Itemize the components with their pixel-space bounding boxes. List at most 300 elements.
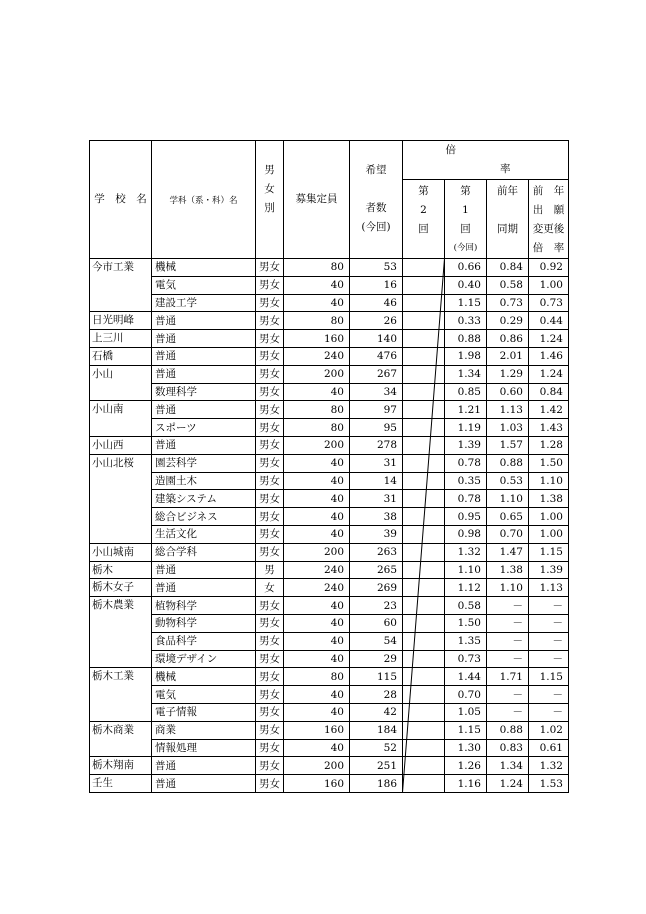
school-cell — [90, 472, 152, 490]
dept-cell: 総合学科 — [152, 543, 256, 561]
round2-cell — [403, 775, 445, 793]
round2-cell — [403, 543, 445, 561]
capacity-cell: 40 — [284, 508, 350, 526]
prev-same-period-cell: － — [487, 703, 529, 721]
capacity-cell: 200 — [284, 365, 350, 383]
table-row — [90, 383, 569, 401]
gender-cell: 男女 — [256, 703, 284, 721]
round2-cell — [403, 686, 445, 704]
prev-after-change-cell: 1.13 — [529, 579, 569, 597]
table-row — [90, 490, 569, 508]
dept-cell: 電気 — [152, 686, 256, 704]
round2-cell — [403, 401, 445, 419]
header-gender: 男 女 別 — [256, 141, 284, 259]
prev-same-period-cell: － — [487, 686, 529, 704]
applicants-cell: 52 — [350, 739, 403, 757]
gender-cell: 男女 — [256, 757, 284, 775]
prev-after-change-cell: 1.50 — [529, 454, 569, 472]
applicants-cell: 16 — [350, 276, 403, 294]
school-cell: 上三川 — [90, 330, 152, 348]
gender-cell: 男女 — [256, 383, 284, 401]
prev-same-period-cell: 0.88 — [487, 721, 529, 739]
table-row — [90, 330, 569, 348]
dept-cell: 建設工学 — [152, 294, 256, 312]
capacity-cell: 40 — [284, 383, 350, 401]
gender-cell: 男女 — [256, 276, 284, 294]
round1-ratio-cell: 0.40 — [445, 276, 487, 294]
dept-cell: 普通 — [152, 757, 256, 775]
dept-cell: 普通 — [152, 312, 256, 330]
gender-cell: 男女 — [256, 721, 284, 739]
round2-cell — [403, 490, 445, 508]
applicants-cell: 39 — [350, 525, 403, 543]
school-cell: 栃木翔南 — [90, 757, 152, 775]
round2-cell — [403, 561, 445, 579]
applicants-cell: 278 — [350, 436, 403, 454]
header-dept: 学科（系・科）名 — [152, 141, 256, 259]
table-row — [90, 579, 569, 597]
prev-after-change-cell: 1.42 — [529, 401, 569, 419]
gender-cell: 男女 — [256, 472, 284, 490]
table-row — [90, 347, 569, 365]
round1-ratio-cell: 0.95 — [445, 508, 487, 526]
applicants-cell: 26 — [350, 312, 403, 330]
prev-same-period-cell: 0.84 — [487, 259, 529, 277]
prev-after-change-cell: 1.24 — [529, 330, 569, 348]
table-row — [90, 597, 569, 615]
table-row — [90, 721, 569, 739]
table-row — [90, 739, 569, 757]
round2-cell — [403, 365, 445, 383]
dept-cell: 食品科学 — [152, 632, 256, 650]
prev-after-change-cell: 1.24 — [529, 365, 569, 383]
dept-cell: 動物科学 — [152, 614, 256, 632]
prev-after-change-cell: － — [529, 703, 569, 721]
capacity-cell: 200 — [284, 436, 350, 454]
table-row — [90, 775, 569, 793]
header-prev-after-change: 前 年 出 願 変更後 倍 率 — [529, 180, 569, 259]
round2-cell — [403, 614, 445, 632]
capacity-cell: 40 — [284, 632, 350, 650]
capacity-cell: 40 — [284, 597, 350, 615]
school-cell: 小山西 — [90, 436, 152, 454]
prev-same-period-cell: 1.34 — [487, 757, 529, 775]
prev-after-change-cell: － — [529, 650, 569, 668]
applicants-cell: 184 — [350, 721, 403, 739]
school-cell: 小山南 — [90, 401, 152, 419]
gender-cell: 男女 — [256, 632, 284, 650]
gender-cell: 男女 — [256, 401, 284, 419]
capacity-cell: 40 — [284, 490, 350, 508]
table-row — [90, 419, 569, 437]
gender-cell: 男女 — [256, 686, 284, 704]
table-row — [90, 472, 569, 490]
gender-cell: 男女 — [256, 347, 284, 365]
gender-cell: 男女 — [256, 294, 284, 312]
round1-ratio-cell: 0.33 — [445, 312, 487, 330]
prev-same-period-cell: 0.65 — [487, 508, 529, 526]
gender-cell: 男女 — [256, 490, 284, 508]
round2-cell — [403, 436, 445, 454]
dept-cell: 総合ビジネス — [152, 508, 256, 526]
table-row — [90, 259, 569, 277]
prev-same-period-cell: 1.57 — [487, 436, 529, 454]
round2-cell — [403, 721, 445, 739]
table-row — [90, 757, 569, 775]
school-cell: 小山城南 — [90, 543, 152, 561]
round1-ratio-cell: 0.66 — [445, 259, 487, 277]
header-round1: 第 1 回 (今回) — [445, 180, 487, 259]
round1-ratio-cell: 1.19 — [445, 419, 487, 437]
prev-after-change-cell: 1.00 — [529, 508, 569, 526]
prev-same-period-cell: － — [487, 614, 529, 632]
round2-cell — [403, 525, 445, 543]
capacity-cell: 80 — [284, 419, 350, 437]
applicants-cell: 186 — [350, 775, 403, 793]
round1-ratio-cell: 0.85 — [445, 383, 487, 401]
table-row — [90, 276, 569, 294]
school-cell — [90, 739, 152, 757]
applicants-cell: 14 — [350, 472, 403, 490]
ratio-table-container — [89, 140, 568, 793]
school-cell — [90, 632, 152, 650]
round2-cell — [403, 703, 445, 721]
dept-cell: 機械 — [152, 668, 256, 686]
round1-ratio-cell: 1.26 — [445, 757, 487, 775]
capacity-cell: 160 — [284, 721, 350, 739]
prev-after-change-cell: － — [529, 686, 569, 704]
round2-cell — [403, 632, 445, 650]
capacity-cell: 40 — [284, 650, 350, 668]
applicants-cell: 476 — [350, 347, 403, 365]
round1-ratio-cell: 1.12 — [445, 579, 487, 597]
applicants-cell: 38 — [350, 508, 403, 526]
dept-cell: 商業 — [152, 721, 256, 739]
gender-cell: 男女 — [256, 597, 284, 615]
capacity-cell: 80 — [284, 312, 350, 330]
capacity-cell: 80 — [284, 259, 350, 277]
applicants-cell: 263 — [350, 543, 403, 561]
school-cell — [90, 276, 152, 294]
dept-cell: 機械 — [152, 259, 256, 277]
table-body — [90, 259, 569, 793]
application-ratio-table — [89, 140, 569, 793]
table-row — [90, 294, 569, 312]
round2-cell — [403, 579, 445, 597]
dept-cell: スポーツ — [152, 419, 256, 437]
prev-after-change-cell: 0.44 — [529, 312, 569, 330]
prev-same-period-cell: 1.10 — [487, 579, 529, 597]
gender-cell: 男女 — [256, 454, 284, 472]
dept-cell: 普通 — [152, 775, 256, 793]
gender-cell: 男女 — [256, 775, 284, 793]
header-capacity: 募集定員 — [284, 141, 350, 259]
prev-same-period-cell: 1.71 — [487, 668, 529, 686]
dept-cell: 普通 — [152, 561, 256, 579]
header-round2: 第 2 回 — [403, 180, 445, 259]
applicants-cell: 97 — [350, 401, 403, 419]
round1-ratio-cell: 1.16 — [445, 775, 487, 793]
round1-ratio-cell: 0.78 — [445, 454, 487, 472]
capacity-cell: 40 — [284, 525, 350, 543]
school-cell: 日光明峰 — [90, 312, 152, 330]
round2-cell — [403, 383, 445, 401]
capacity-cell: 40 — [284, 739, 350, 757]
round1-ratio-cell: 1.50 — [445, 614, 487, 632]
table-row — [90, 632, 569, 650]
header-applicants: 希望 者数 (今回) — [350, 141, 403, 259]
table-row — [90, 703, 569, 721]
prev-after-change-cell: 0.61 — [529, 739, 569, 757]
prev-after-change-cell: 0.84 — [529, 383, 569, 401]
gender-cell: 男女 — [256, 543, 284, 561]
table-row — [90, 525, 569, 543]
school-cell — [90, 294, 152, 312]
gender-cell: 女 — [256, 579, 284, 597]
round2-cell — [403, 312, 445, 330]
gender-cell: 男女 — [256, 419, 284, 437]
header-school: 学 校 名 — [90, 141, 152, 259]
school-cell: 栃木工業 — [90, 668, 152, 686]
applicants-cell: 31 — [350, 490, 403, 508]
applicants-cell: 251 — [350, 757, 403, 775]
round1-ratio-cell: 0.35 — [445, 472, 487, 490]
gender-cell: 男女 — [256, 739, 284, 757]
table-row — [90, 561, 569, 579]
prev-after-change-cell: 1.39 — [529, 561, 569, 579]
prev-same-period-cell: 0.73 — [487, 294, 529, 312]
round2-cell — [403, 597, 445, 615]
table-row — [90, 543, 569, 561]
table-row — [90, 312, 569, 330]
table-row — [90, 668, 569, 686]
dept-cell: 普通 — [152, 330, 256, 348]
round1-ratio-cell: 1.21 — [445, 401, 487, 419]
applicants-cell: 46 — [350, 294, 403, 312]
applicants-cell: 54 — [350, 632, 403, 650]
prev-after-change-cell: 1.15 — [529, 668, 569, 686]
table-row — [90, 614, 569, 632]
school-cell: 栃木商業 — [90, 721, 152, 739]
prev-after-change-cell: 1.32 — [529, 757, 569, 775]
prev-after-change-cell: 1.02 — [529, 721, 569, 739]
capacity-cell: 160 — [284, 775, 350, 793]
round2-cell — [403, 330, 445, 348]
prev-same-period-cell: 0.60 — [487, 383, 529, 401]
school-cell — [90, 419, 152, 437]
gender-cell: 男女 — [256, 312, 284, 330]
prev-same-period-cell: 1.24 — [487, 775, 529, 793]
school-cell — [90, 508, 152, 526]
capacity-cell: 200 — [284, 757, 350, 775]
prev-same-period-cell: － — [487, 650, 529, 668]
dept-cell: 普通 — [152, 347, 256, 365]
round1-ratio-cell: 1.30 — [445, 739, 487, 757]
capacity-cell: 40 — [284, 703, 350, 721]
school-cell: 小山 — [90, 365, 152, 383]
prev-same-period-cell: 1.13 — [487, 401, 529, 419]
prev-same-period-cell: 2.01 — [487, 347, 529, 365]
round1-ratio-cell: 1.98 — [445, 347, 487, 365]
table-row — [90, 454, 569, 472]
capacity-cell: 40 — [284, 614, 350, 632]
capacity-cell: 40 — [284, 294, 350, 312]
applicants-cell: 60 — [350, 614, 403, 632]
prev-after-change-cell: 1.38 — [529, 490, 569, 508]
gender-cell: 男女 — [256, 525, 284, 543]
prev-same-period-cell: 1.47 — [487, 543, 529, 561]
gender-cell: 男女 — [256, 365, 284, 383]
round1-ratio-cell: 1.10 — [445, 561, 487, 579]
school-cell — [90, 525, 152, 543]
prev-after-change-cell: 1.43 — [529, 419, 569, 437]
capacity-cell: 40 — [284, 686, 350, 704]
school-cell — [90, 490, 152, 508]
dept-cell: 建築システム — [152, 490, 256, 508]
applicants-cell: 28 — [350, 686, 403, 704]
gender-cell: 男女 — [256, 650, 284, 668]
prev-same-period-cell: 1.29 — [487, 365, 529, 383]
school-cell: 栃木農業 — [90, 597, 152, 615]
capacity-cell: 240 — [284, 579, 350, 597]
round2-cell — [403, 347, 445, 365]
prev-after-change-cell: － — [529, 632, 569, 650]
prev-after-change-cell: － — [529, 597, 569, 615]
round2-cell — [403, 650, 445, 668]
round1-ratio-cell: 1.34 — [445, 365, 487, 383]
round1-ratio-cell: 1.32 — [445, 543, 487, 561]
table-row — [90, 686, 569, 704]
gender-cell: 男女 — [256, 330, 284, 348]
prev-same-period-cell: － — [487, 597, 529, 615]
header-ratio-group: 倍率 — [403, 141, 569, 180]
prev-after-change-cell: 1.53 — [529, 775, 569, 793]
school-cell — [90, 703, 152, 721]
school-cell: 壬生 — [90, 775, 152, 793]
applicants-cell: 95 — [350, 419, 403, 437]
round2-cell — [403, 508, 445, 526]
applicants-cell: 23 — [350, 597, 403, 615]
dept-cell: 電子情報 — [152, 703, 256, 721]
school-cell — [90, 383, 152, 401]
gender-cell: 男女 — [256, 668, 284, 686]
dept-cell: 普通 — [152, 436, 256, 454]
capacity-cell: 160 — [284, 330, 350, 348]
table-row — [90, 365, 569, 383]
gender-cell: 男女 — [256, 508, 284, 526]
capacity-cell: 40 — [284, 472, 350, 490]
dept-cell: 植物科学 — [152, 597, 256, 615]
school-cell: 小山北桜 — [90, 454, 152, 472]
prev-same-period-cell: 1.38 — [487, 561, 529, 579]
applicants-cell: 115 — [350, 668, 403, 686]
round2-cell — [403, 276, 445, 294]
prev-same-period-cell: 0.29 — [487, 312, 529, 330]
table-row — [90, 508, 569, 526]
prev-same-period-cell: 1.10 — [487, 490, 529, 508]
dept-cell: 環境デザイン — [152, 650, 256, 668]
gender-cell: 男 — [256, 561, 284, 579]
dept-cell: 数理科学 — [152, 383, 256, 401]
round2-cell — [403, 472, 445, 490]
school-cell — [90, 614, 152, 632]
capacity-cell: 240 — [284, 347, 350, 365]
round1-ratio-cell: 1.05 — [445, 703, 487, 721]
round2-cell — [403, 757, 445, 775]
round1-ratio-cell: 0.73 — [445, 650, 487, 668]
header-prev-same-period: 前年 同期 — [487, 180, 529, 259]
prev-same-period-cell: 0.70 — [487, 525, 529, 543]
table-row — [90, 436, 569, 454]
round1-ratio-cell: 0.98 — [445, 525, 487, 543]
prev-after-change-cell: 1.10 — [529, 472, 569, 490]
round1-ratio-cell: 1.15 — [445, 721, 487, 739]
prev-after-change-cell: 1.00 — [529, 525, 569, 543]
dept-cell: 電気 — [152, 276, 256, 294]
prev-same-period-cell: － — [487, 632, 529, 650]
applicants-cell: 34 — [350, 383, 403, 401]
applicants-cell: 42 — [350, 703, 403, 721]
capacity-cell: 200 — [284, 543, 350, 561]
dept-cell: 普通 — [152, 579, 256, 597]
dept-cell: 生活文化 — [152, 525, 256, 543]
round2-cell — [403, 259, 445, 277]
applicants-cell: 265 — [350, 561, 403, 579]
dept-cell: 造園土木 — [152, 472, 256, 490]
round2-cell — [403, 294, 445, 312]
table-row — [90, 650, 569, 668]
gender-cell: 男女 — [256, 614, 284, 632]
school-cell: 石橋 — [90, 347, 152, 365]
prev-after-change-cell: 0.92 — [529, 259, 569, 277]
table-header — [90, 141, 569, 259]
school-cell: 今市工業 — [90, 259, 152, 277]
round1-ratio-cell: 0.70 — [445, 686, 487, 704]
school-cell — [90, 686, 152, 704]
prev-after-change-cell: 1.46 — [529, 347, 569, 365]
school-cell: 栃木女子 — [90, 579, 152, 597]
gender-cell: 男女 — [256, 259, 284, 277]
round1-ratio-cell: 0.58 — [445, 597, 487, 615]
applicants-cell: 269 — [350, 579, 403, 597]
capacity-cell: 40 — [284, 454, 350, 472]
applicants-cell: 31 — [350, 454, 403, 472]
round2-cell — [403, 419, 445, 437]
round1-ratio-cell: 1.35 — [445, 632, 487, 650]
applicants-cell: 29 — [350, 650, 403, 668]
prev-same-period-cell: 0.86 — [487, 330, 529, 348]
round1-ratio-cell: 0.78 — [445, 490, 487, 508]
prev-same-period-cell: 0.53 — [487, 472, 529, 490]
capacity-cell: 40 — [284, 276, 350, 294]
dept-cell: 園芸科学 — [152, 454, 256, 472]
prev-after-change-cell: 1.15 — [529, 543, 569, 561]
capacity-cell: 80 — [284, 668, 350, 686]
round1-ratio-cell: 1.15 — [445, 294, 487, 312]
dept-cell: 情報処理 — [152, 739, 256, 757]
capacity-cell: 240 — [284, 561, 350, 579]
round1-ratio-cell: 1.39 — [445, 436, 487, 454]
prev-after-change-cell: 0.73 — [529, 294, 569, 312]
prev-after-change-cell: － — [529, 614, 569, 632]
dept-cell: 普通 — [152, 401, 256, 419]
round2-cell — [403, 454, 445, 472]
prev-same-period-cell: 0.58 — [487, 276, 529, 294]
round2-cell — [403, 668, 445, 686]
applicants-cell: 267 — [350, 365, 403, 383]
applicants-cell: 140 — [350, 330, 403, 348]
prev-same-period-cell: 0.88 — [487, 454, 529, 472]
